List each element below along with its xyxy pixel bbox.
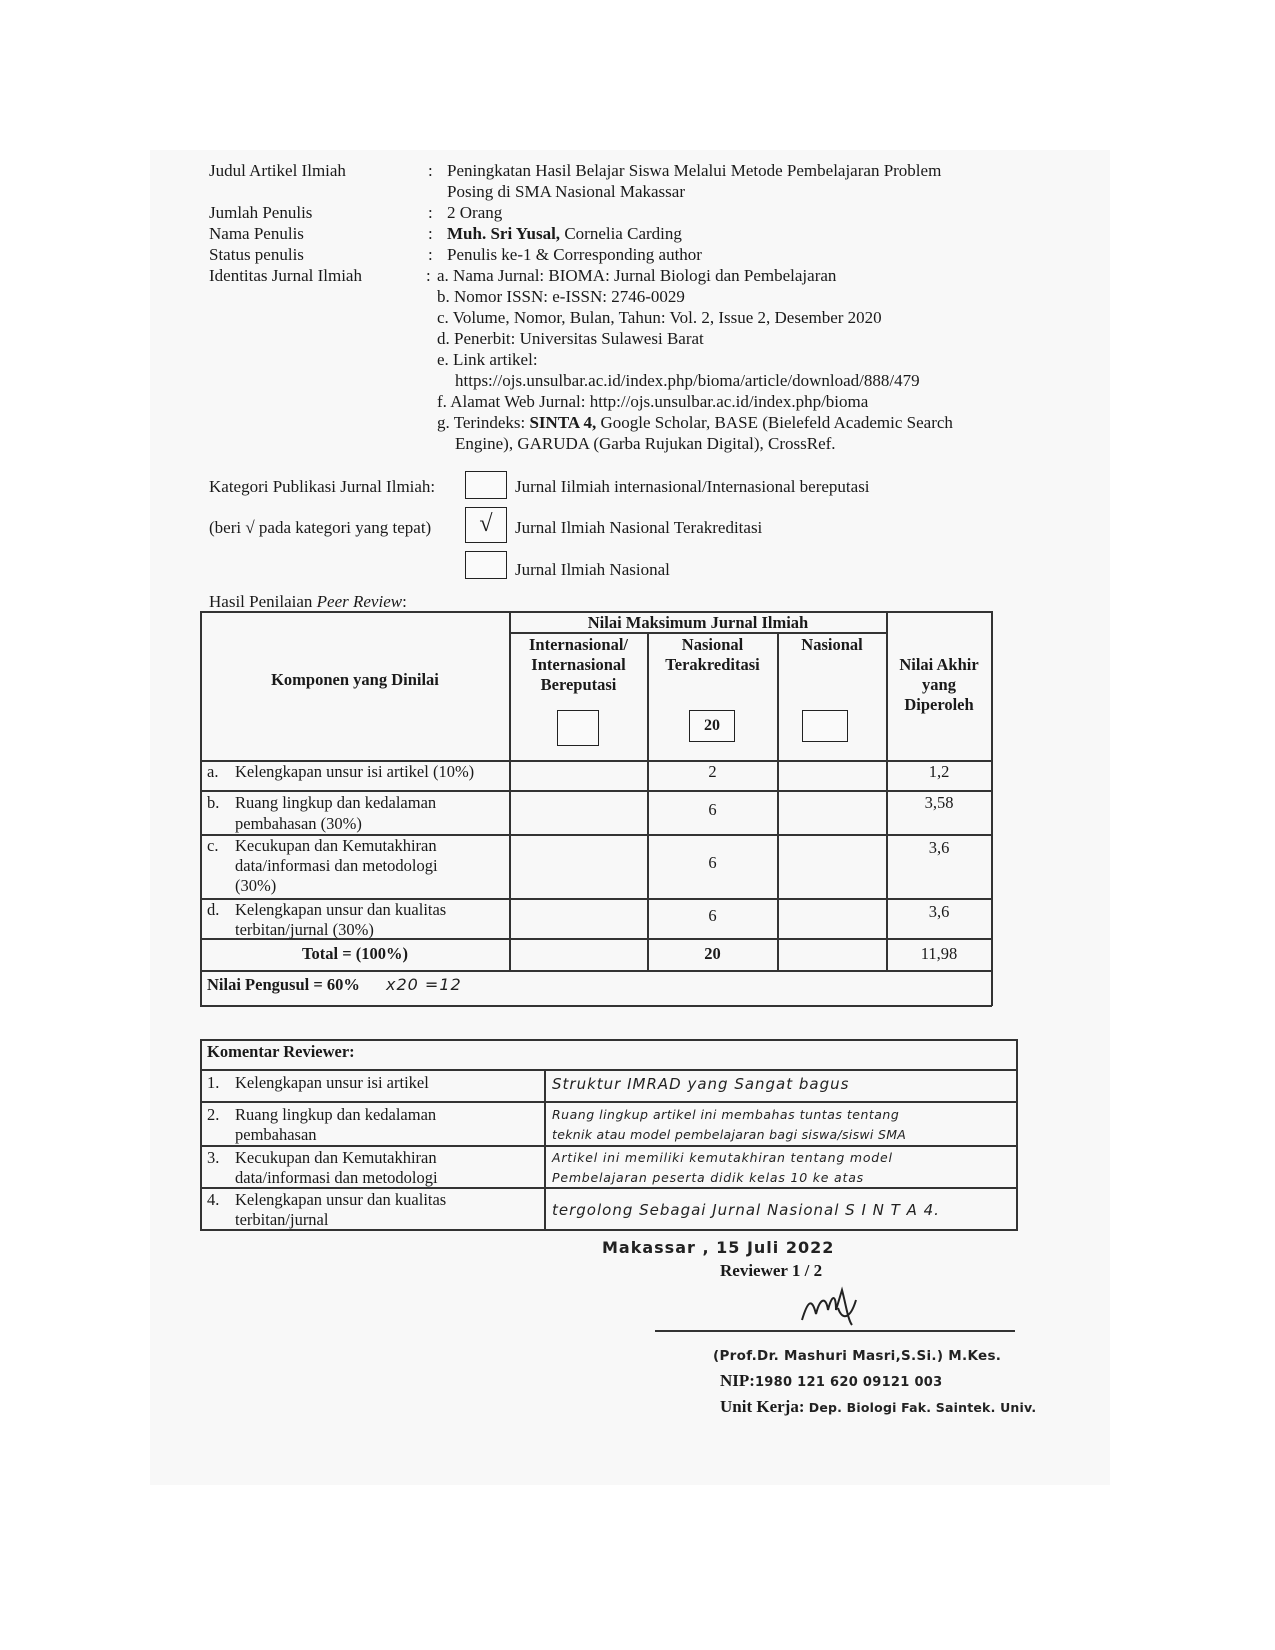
kategori-hint: (beri √ pada kategori yang tepat) bbox=[209, 518, 432, 537]
header-akhir-line3: Diperoleh bbox=[904, 695, 974, 714]
identitas-f: f. Alamat Web Jurnal: http://ojs.unsulbar.ac.id/index.php/bioma bbox=[437, 392, 869, 411]
unit-row bbox=[720, 1396, 1036, 1418]
total-akhir: 11,98 bbox=[920, 944, 958, 963]
header-nasional-terakreditasi bbox=[648, 635, 777, 675]
unit-label: Unit Kerja: bbox=[720, 1397, 805, 1416]
judul-line-1: Peningkatan Hasil Belajar Siswa Melalui Metode Pembelajaran Problem bbox=[447, 161, 942, 180]
label-judul: Judul Artikel Ilmiah bbox=[209, 161, 346, 180]
identitas-g bbox=[437, 412, 953, 433]
nip-label: NIP: bbox=[720, 1371, 755, 1390]
kategori-checkbox-internasional[interactable] bbox=[465, 471, 507, 499]
terindeks-prefix: g. Terindeks: bbox=[437, 413, 530, 432]
box-nasional-terakreditasi: 20 bbox=[689, 710, 735, 742]
judul-line-2: Posing di SMA Nasional Makassar bbox=[447, 182, 685, 201]
row-d-akhir: 3,6 bbox=[928, 902, 950, 921]
kategori-checkbox-nasional[interactable] bbox=[465, 551, 507, 579]
kategori-option-internasional: Jurnal Iilmiah internasional/Internasional bereputasi bbox=[515, 477, 870, 496]
row-c-max: 6 bbox=[708, 853, 717, 872]
jumlah-value: 2 Orang bbox=[447, 203, 503, 222]
row-b-label-1: Ruang lingkup dan kedalaman bbox=[235, 793, 437, 812]
row-b-akhir: 3,58 bbox=[924, 793, 954, 812]
komentar-2-label-2: pembahasan bbox=[235, 1125, 317, 1144]
komentar-2-comment-1: Ruang lingkup artikel ini membahas tuntas tentang bbox=[552, 1107, 900, 1122]
check-mark-icon: √ bbox=[479, 511, 493, 537]
terindeks-rest: BASE (Bielefeld Academic Search bbox=[710, 413, 953, 432]
row-b-max: 6 bbox=[708, 800, 717, 819]
nip-row bbox=[720, 1370, 942, 1393]
identitas-g-line2: Engine), GARUDA (Garba Rujukan Digital), CrossRef. bbox=[455, 434, 836, 453]
row-c-akhir: 3,6 bbox=[928, 838, 950, 857]
terindeks-sinta: SINTA 4, bbox=[529, 413, 597, 432]
row-c-label-1: Kecukupan dan Kemutakhiran bbox=[235, 836, 437, 855]
terindeks-google: Google Scholar, bbox=[596, 413, 711, 432]
komentar-3-num: 3. bbox=[207, 1148, 220, 1167]
identitas-e: e. Link artikel: bbox=[437, 350, 538, 369]
unit-value: Dep. Biologi Fak. Saintek. Univ. bbox=[808, 1400, 1037, 1415]
komentar-4-label-1: Kelengkapan unsur dan kualitas bbox=[235, 1190, 447, 1209]
row-c-letter: c. bbox=[207, 836, 219, 855]
identitas-a: a. Nama Jurnal: BIOMA: Jurnal Biologi dan Pembelajaran bbox=[437, 266, 837, 285]
header-int-line3: Bereputasi bbox=[540, 675, 617, 694]
nama-bold: Muh. Sri Yusal, bbox=[447, 224, 561, 243]
status-value: Penulis ke-1 & Corresponding author bbox=[447, 245, 702, 264]
colon: : bbox=[428, 224, 433, 243]
header-akhir-line1: Nilai Akhir bbox=[899, 655, 979, 674]
colon: : bbox=[428, 161, 433, 180]
kategori-option-nasional-terakreditasi: Jurnal Ilmiah Nasional Terakreditasi bbox=[515, 518, 763, 537]
row-a-label: Kelengkapan unsur isi artikel (10%) bbox=[235, 762, 475, 781]
label-jumlah: Jumlah Penulis bbox=[209, 203, 313, 222]
header-akhir-line2: yang bbox=[922, 675, 956, 694]
header-nilai-akhir bbox=[887, 655, 991, 715]
row-d-label-1: Kelengkapan unsur dan kualitas bbox=[235, 900, 447, 919]
komentar-2-comment-2: teknik atau model pembelajaran bagi siswa/siswi SMA bbox=[552, 1127, 907, 1142]
document-sheet bbox=[150, 150, 1110, 1485]
komentar-2-label-1: Ruang lingkup dan kedalaman bbox=[235, 1105, 437, 1124]
row-a-max: 2 bbox=[708, 762, 717, 781]
total-label: Total = (100%) bbox=[302, 944, 408, 963]
label-identitas: Identitas Jurnal Ilmiah bbox=[209, 266, 362, 285]
komentar-2-num: 2. bbox=[207, 1105, 220, 1124]
total-max: 20 bbox=[704, 944, 721, 963]
kategori-option-nasional: Jurnal Ilmiah Nasional bbox=[515, 560, 670, 579]
row-a-akhir: 1,2 bbox=[928, 762, 950, 781]
hasil-label-italic: Peer Review bbox=[316, 592, 403, 611]
row-d-label-2: terbitan/jurnal (30%) bbox=[235, 920, 374, 939]
label-status: Status penulis bbox=[209, 245, 304, 264]
header-nilai-maksimum: Nilai Maksimum Jurnal Ilmiah bbox=[587, 613, 809, 632]
komentar-3-comment-1: Artikel ini memiliki kemutakhiran tentang model bbox=[552, 1150, 893, 1165]
row-d-max: 6 bbox=[708, 906, 717, 925]
colon: : bbox=[428, 245, 433, 264]
signature-line bbox=[655, 1330, 1015, 1332]
header-int-line2: Internasional bbox=[531, 655, 626, 674]
link-artikel: https://ojs.unsulbar.ac.id/index.php/bioma/article/download/888/479 bbox=[455, 371, 920, 390]
identitas-d: d. Penerbit: Universitas Sulawesi Barat bbox=[437, 329, 704, 348]
komentar-3-label-1: Kecukupan dan Kemutakhiran bbox=[235, 1148, 437, 1167]
nama-value bbox=[447, 223, 682, 244]
header-internasional bbox=[510, 635, 647, 695]
komentar-4-num: 4. bbox=[207, 1190, 220, 1209]
identitas-b: b. Nomor ISSN: e-ISSN: 2746-0029 bbox=[437, 287, 685, 306]
header-komponen: Komponen yang Dinilai bbox=[271, 670, 439, 689]
komentar-1-label: Kelengkapan unsur isi artikel bbox=[235, 1073, 429, 1092]
header-int-line1: Internasional/ bbox=[528, 635, 629, 654]
label-nama: Nama Penulis bbox=[209, 224, 304, 243]
row-b-letter: b. bbox=[207, 793, 220, 812]
row-d-letter: d. bbox=[207, 900, 220, 919]
nilai-pengusul-handwritten: x20 =12 bbox=[386, 975, 462, 994]
hasil-label-post: : bbox=[402, 592, 407, 611]
nip-value: 1980 121 620 09121 003 bbox=[754, 1375, 943, 1390]
hasil-label-pre: Hasil Penilaian bbox=[209, 592, 317, 611]
row-c-label-3: (30%) bbox=[235, 876, 277, 895]
box-internasional bbox=[557, 710, 599, 746]
header-nasional: Nasional bbox=[801, 635, 863, 654]
komentar-title: Komentar Reviewer: bbox=[207, 1042, 355, 1061]
row-c-label-2: data/informasi dan metodologi bbox=[235, 856, 438, 875]
place-date: Makassar , 15 Juli 2022 bbox=[602, 1238, 835, 1257]
komentar-4-label-2: terbitan/jurnal bbox=[235, 1210, 329, 1229]
kategori-label: Kategori Publikasi Jurnal Ilmiah: bbox=[209, 477, 436, 496]
identitas-c: c. Volume, Nomor, Bulan, Tahun: Vol. 2, Issue 2, Desember 2020 bbox=[437, 308, 882, 327]
kategori-checkbox-nasional-terakreditasi[interactable] bbox=[465, 507, 507, 543]
komentar-3-comment-2: Pembelajaran peserta didik kelas 10 ke atas bbox=[552, 1170, 864, 1185]
komentar-4-comment: tergolong Sebagai Jurnal Nasional S I N T A 4. bbox=[552, 1201, 940, 1219]
komentar-3-label-2: data/informasi dan metodologi bbox=[235, 1168, 438, 1187]
header-nasakr-line1: Nasional bbox=[681, 635, 744, 654]
row-b-label-2: pembahasan (30%) bbox=[235, 814, 362, 833]
komentar-1-num: 1. bbox=[207, 1073, 220, 1092]
header-nasakr-line2: Terakreditasi bbox=[665, 655, 760, 674]
reviewer-label: Reviewer 1 / 2 bbox=[720, 1261, 823, 1280]
nama-rest: Cornelia Carding bbox=[560, 224, 682, 243]
colon: : bbox=[428, 203, 433, 222]
colon: : bbox=[426, 266, 431, 285]
nilai-pengusul-label: Nilai Pengusul = 60% bbox=[207, 975, 360, 994]
row-a-letter: a. bbox=[207, 762, 219, 781]
hasil-label bbox=[209, 591, 407, 612]
box-nasional bbox=[802, 710, 848, 742]
reviewer-name: (Prof.Dr. Mashuri Masri,S.Si.) M.Kes. bbox=[713, 1348, 1002, 1364]
komentar-1-comment: Struktur IMRAD yang Sangat bagus bbox=[552, 1075, 850, 1093]
